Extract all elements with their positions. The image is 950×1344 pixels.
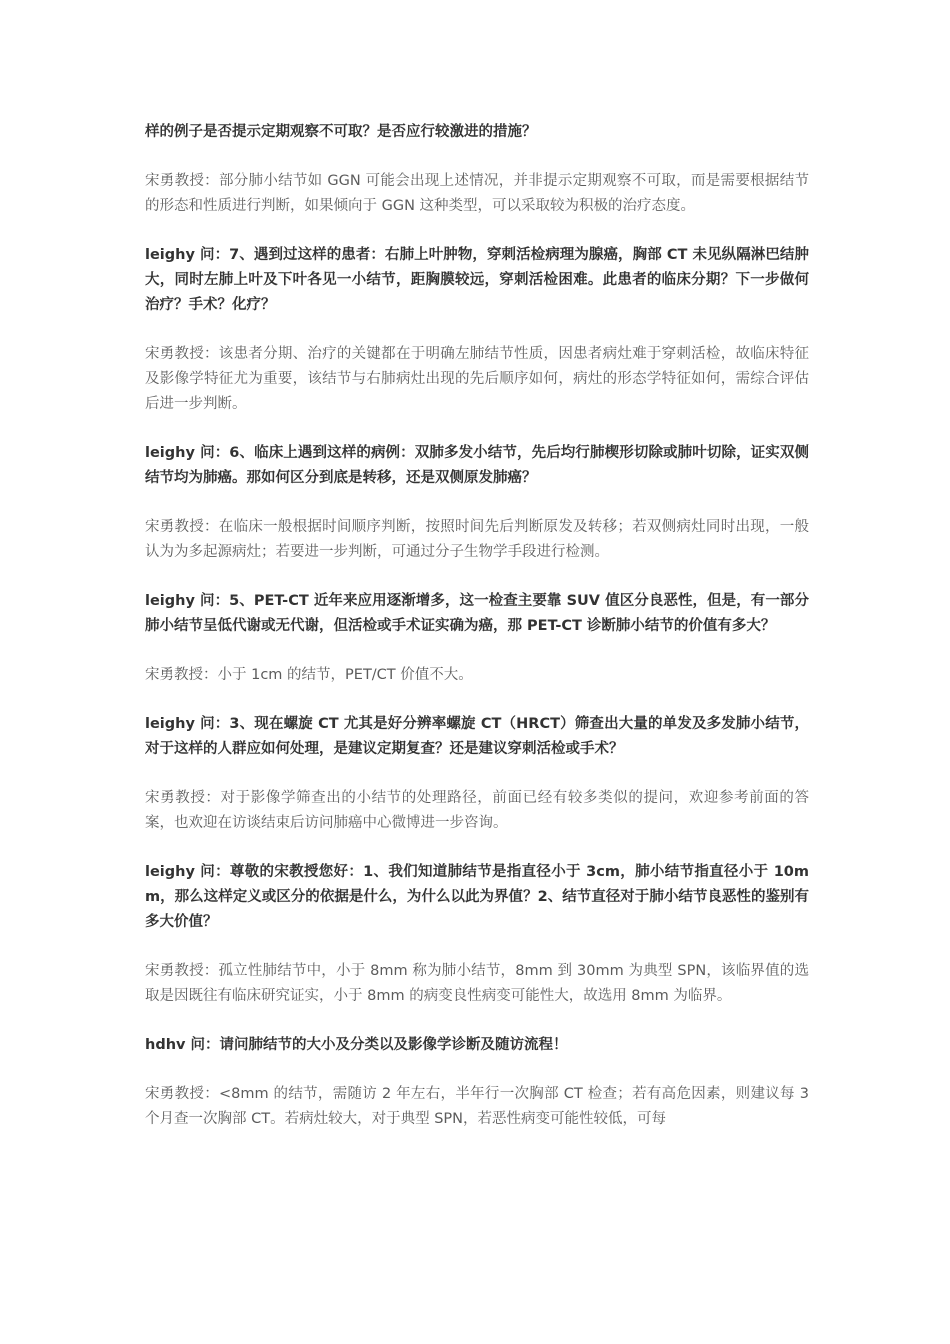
question-paragraph: leighy 问：6、临床上遇到这样的病例：双肺多发小结节，先后均行肺楔形切除或肺叶切除，证实双侧结节均为肺癌。那如何区分到底是转移，还是双侧原发肺癌？ bbox=[145, 445, 809, 486]
answer-paragraph: 宋勇教授：<8mm 的结节，需随访 2 年左右，半年行一次胸部 CT 检查；若有高危因素，则建议每 3 个月查一次胸部 CT。若病灶较大，对于典型 SPN，若恶性病变可能性较低，可每 bbox=[145, 1086, 809, 1127]
question-paragraph: leighy 问：尊敬的宋教授您好：1、我们知道肺结节是指直径小于 3cm，肺小结节指直径小于 10mm，那么这样定义或区分的依据是什么，为什么以此为界值？2、结节直径对于肺小结节良恶性的鉴别有多大价值？ bbox=[145, 864, 809, 930]
question-paragraph: 样的例子是否提示定期观察不可取？是否应行较激进的措施？ bbox=[145, 124, 537, 140]
paragraph-gap bbox=[145, 1009, 809, 1033]
answer-paragraph: 宋勇教授：在临床一般根据时间顺序判断，按照时间先后判断原发及转移；若双侧病灶同时出现，一般认为为多起源病灶；若要进一步判断，可通过分子生物学手段进行检测。 bbox=[145, 519, 809, 560]
paragraph-gap bbox=[145, 565, 809, 589]
question-paragraph: leighy 问：5、PET-CT 近年来应用逐渐增多，这一检查主要靠 SUV 值区分良恶性，但是，有一部分肺小结节呈低代谢或无代谢，但活检或手术证实确为癌，那 PET-CT 诊断肺小结节的价值有多大？ bbox=[145, 593, 809, 634]
paragraph-gap bbox=[145, 1058, 809, 1082]
question-paragraph: hdhv 问：请问肺结节的大小及分类以及影像学诊断及随访流程！ bbox=[145, 1037, 568, 1053]
answer-paragraph: 宋勇教授：小于 1cm 的结节，PET/CT 价值不大。 bbox=[145, 667, 473, 683]
document-page bbox=[145, 120, 809, 1132]
answer-paragraph: 宋勇教授：部分肺小结节如 GGN 可能会出现上述情况，并非提示定期观察不可取，而是需要根据结节的形态和性质进行判断，如果倾向于 GGN 这种类型，可以采取较为积极的治疗态度。 bbox=[145, 173, 809, 214]
question-paragraph: leighy 问：7、遇到过这样的患者：右肺上叶肿物，穿刺活检病理为腺癌，胸部 CT 未见纵隔淋巴结肿大，同时左肺上叶及下叶各见一小结节，距胸膜较远，穿刺活检困难。此患者的临床分期？下一步做何治疗？手术？化疗？ bbox=[145, 247, 809, 313]
paragraph-gap bbox=[145, 688, 809, 712]
paragraph-gap bbox=[145, 762, 809, 786]
paragraph-gap bbox=[145, 639, 809, 663]
answer-paragraph: 宋勇教授：该患者分期、治疗的关键都在于明确左肺结节性质，因患者病灶难于穿刺活检，故临床特征及影像学特征尤为重要，该结节与右肺病灶出现的先后顺序如何，病灶的形态学特征如何，需综合评估后进一步判断。 bbox=[145, 346, 809, 412]
answer-paragraph: 宋勇教授：孤立性肺结节中，小于 8mm 称为肺小结节，8mm 到 30mm 为典型 SPN，该临界值的选取是因既往有临床研究证实，小于 8mm 的病变良性病变可能性大，故选用 8mm 为临界。 bbox=[145, 963, 809, 1004]
question-paragraph: leighy 问：3、现在螺旋 CT 尤其是好分辨率螺旋 CT（HRCT）筛查出大量的单发及多发肺小结节，对于这样的人群应如何处理，是建议定期复查？还是建议穿刺活检或手术？ bbox=[145, 716, 809, 757]
paragraph-gap bbox=[145, 935, 809, 959]
paragraph-gap bbox=[145, 491, 809, 515]
paragraph-gap bbox=[145, 836, 809, 860]
paragraph-gap bbox=[145, 318, 809, 342]
answer-paragraph: 宋勇教授：对于影像学筛查出的小结节的处理路径，前面已经有较多类似的提问，欢迎参考前面的答案，也欢迎在访谈结束后访问肺癌中心微博进一步咨询。 bbox=[145, 790, 809, 831]
paragraph-gap bbox=[145, 145, 809, 169]
paragraph-gap bbox=[145, 417, 809, 441]
paragraph-gap bbox=[145, 219, 809, 243]
